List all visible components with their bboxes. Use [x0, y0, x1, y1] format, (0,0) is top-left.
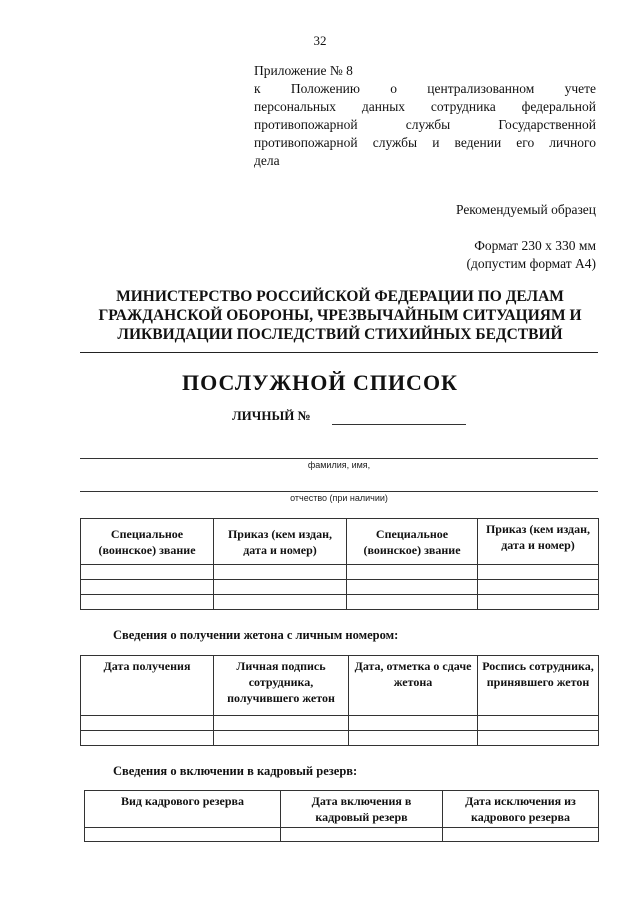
table-cell[interactable]	[81, 595, 214, 610]
table-cell[interactable]	[478, 595, 599, 610]
table-cell[interactable]	[478, 580, 599, 595]
table-cell[interactable]	[478, 716, 599, 731]
table-header-cell: Роспись сотрудника, принявшего жетон	[478, 656, 599, 716]
table-cell[interactable]	[349, 731, 478, 746]
document-title: ПОСЛУЖНОЙ СПИСОК	[181, 370, 459, 395]
token-table	[80, 655, 599, 746]
section-token-title: Сведения о получении жетона с личным номером:	[113, 628, 399, 642]
table-cell[interactable]	[81, 580, 214, 595]
table-cell[interactable]	[214, 595, 347, 610]
sample-label: Рекомендуемый образец	[455, 202, 596, 217]
ministry-heading	[80, 287, 600, 344]
table-row	[81, 731, 599, 746]
header-divider	[80, 352, 598, 353]
table-cell[interactable]	[81, 716, 214, 731]
section-reserve-title: Сведения о включении в кадровый резерв:	[113, 764, 358, 778]
patronymic-caption: отчество (при наличии)	[290, 493, 388, 503]
appendix-line: дела	[254, 153, 280, 168]
table-cell[interactable]	[347, 565, 478, 580]
appendix-line: персональных данных сотрудника федеральной	[254, 99, 596, 114]
table-header-row	[85, 791, 599, 828]
table-cell[interactable]	[214, 580, 347, 595]
appendix-title: Приложение № 8	[254, 63, 353, 78]
personal-number-field[interactable]	[332, 424, 466, 425]
ministry-line: ЛИКВИДАЦИИ ПОСЛЕДСТВИЙ СТИХИЙНЫХ БЕДСТВИЙ	[117, 326, 563, 343]
appendix-line: к Положению о централизованном учете	[254, 81, 596, 96]
table-row	[81, 716, 599, 731]
table-cell[interactable]	[443, 828, 599, 842]
table-cell[interactable]	[478, 565, 599, 580]
table-cell[interactable]	[349, 716, 478, 731]
personal-number-label: ЛИЧНЫЙ №	[232, 408, 311, 423]
table-header-cell: Дата получения	[81, 656, 214, 716]
table-cell[interactable]	[478, 731, 599, 746]
table-header-cell: Приказ (кем издан, дата и номер)	[478, 519, 599, 565]
table-header-row	[81, 656, 599, 716]
table-header-row	[81, 519, 599, 565]
appendix-line: противопожарной службы и ведении его личного	[254, 135, 596, 150]
table-cell[interactable]	[214, 565, 347, 580]
table-header-cell: Личная подпись сотрудника, получившего жетон	[214, 656, 349, 716]
table-row	[81, 580, 599, 595]
appendix-line: противопожарной службы Государственной	[254, 117, 596, 132]
table-row	[81, 595, 599, 610]
table-cell[interactable]	[81, 565, 214, 580]
format-line-2: (допустим формат А4)	[466, 256, 596, 271]
table-header-cell: Специальное (воинское) звание	[347, 519, 478, 565]
appendix-block	[254, 62, 596, 170]
name-field[interactable]	[80, 458, 598, 459]
ministry-line: МИНИСТЕРСТВО РОССИЙСКОЙ ФЕДЕРАЦИИ ПО ДЕЛАМ	[116, 288, 564, 305]
table-cell[interactable]	[347, 595, 478, 610]
table-header-cell: Дата, отметка о сдаче жетона	[349, 656, 478, 716]
rank-orders-table	[80, 518, 599, 610]
name-caption: фамилия, имя,	[307, 460, 371, 470]
table-header-cell: Дата исключения из кадрового резерва	[443, 791, 599, 828]
patronymic-field[interactable]	[80, 491, 598, 492]
ministry-line: ГРАЖДАНСКОЙ ОБОРОНЫ, ЧРЕЗВЫЧАЙНЫМ СИТУАЦИЯМ И	[98, 307, 582, 324]
format-line-1: Формат 230 х 330 мм	[474, 238, 596, 253]
table-cell[interactable]	[81, 731, 214, 746]
table-cell[interactable]	[281, 828, 443, 842]
table-row	[85, 828, 599, 842]
table-cell[interactable]	[347, 580, 478, 595]
reserve-table	[84, 790, 599, 842]
table-header-cell: Дата включения в кадровый резерв	[281, 791, 443, 828]
table-cell[interactable]	[85, 828, 281, 842]
table-cell[interactable]	[214, 731, 349, 746]
table-cell[interactable]	[214, 716, 349, 731]
table-header-cell: Вид кадрового резерва	[85, 791, 281, 828]
table-row	[81, 565, 599, 580]
page-number: 32	[313, 33, 327, 48]
table-header-cell: Приказ (кем издан, дата и номер)	[214, 519, 347, 565]
table-header-cell: Специальное (воинское) звание	[81, 519, 214, 565]
